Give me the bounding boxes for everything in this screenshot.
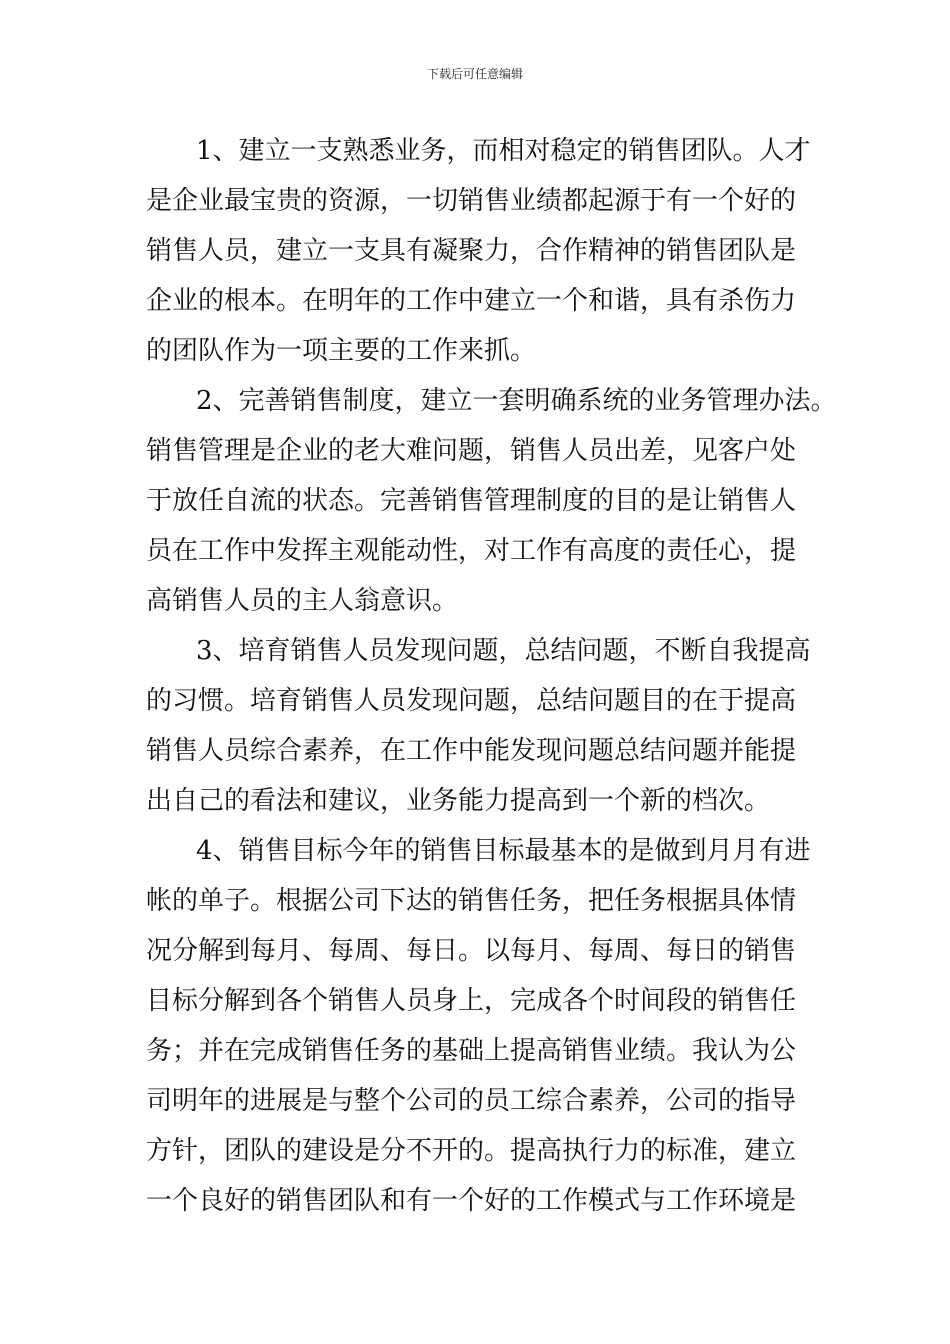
paragraph-line: 企业的根本。在明年的工作中建立一个和谐，具有杀伤力 xyxy=(146,286,797,316)
paragraph-line: 2、完善销售制度，建立一套明确系统的业务管理办法。 xyxy=(196,386,837,416)
paragraph-line: 的团队作为一项主要的工作来抓。 xyxy=(146,336,537,366)
page-header: 下载后可任意编辑 xyxy=(426,67,523,81)
paragraph-line: 销售人员综合素养，在工作中能发现问题总结问题并能提 xyxy=(146,736,797,766)
paragraph-line: 一个良好的销售团队和有一个好的工作模式与工作环境是 xyxy=(146,1186,797,1216)
paragraph-line: 销售管理是企业的老大难问题，销售人员出差，见客户处 xyxy=(146,436,797,466)
paragraph-line: 高销售人员的主人翁意识。 xyxy=(146,586,459,616)
paragraph-2 xyxy=(146,376,837,626)
paragraph-3 xyxy=(146,626,811,826)
paragraph-line: 4、销售目标今年的销售目标最基本的是做到月月有进 xyxy=(196,836,811,866)
paragraph-line: 3、培育销售人员发现问题，总结问题，不断自我提高 xyxy=(196,636,811,666)
paragraph-line: 司明年的进展是与整个公司的员工综合素养，公司的指导 xyxy=(146,1086,797,1116)
paragraph-line: 于放任自流的状态。完善销售管理制度的目的是让销售人 xyxy=(146,486,797,516)
document-body xyxy=(146,126,837,1226)
paragraph-line: 帐的单子。根据公司下达的销售任务，把任务根据具体情 xyxy=(146,886,797,916)
paragraph-line: 目标分解到各个销售人员身上，完成各个时间段的销售任 xyxy=(146,986,797,1016)
paragraph-line: 务；并在完成销售任务的基础上提高销售业绩。我认为公 xyxy=(146,1036,797,1066)
paragraph-4 xyxy=(146,826,811,1226)
paragraph-1 xyxy=(146,126,811,376)
paragraph-line: 方针，团队的建设是分不开的。提高执行力的标准，建立 xyxy=(146,1136,797,1166)
paragraph-line: 销售人员，建立一支具有凝聚力，合作精神的销售团队是 xyxy=(146,236,797,266)
paragraph-line: 是企业最宝贵的资源，一切销售业绩都起源于有一个好的 xyxy=(146,186,797,216)
paragraph-line: 员在工作中发挥主观能动性，对工作有高度的责任心，提 xyxy=(146,536,797,566)
paragraph-line: 出自己的看法和建议，业务能力提高到一个新的档次。 xyxy=(146,786,771,816)
paragraph-line: 的习惯。培育销售人员发现问题，总结问题目的在于提高 xyxy=(146,686,797,716)
paragraph-line: 况分解到每月、每周、每日。以每月、每周、每日的销售 xyxy=(146,936,797,966)
paragraph-line: 1、建立一支熟悉业务，而相对稳定的销售团队。人才 xyxy=(196,136,811,166)
